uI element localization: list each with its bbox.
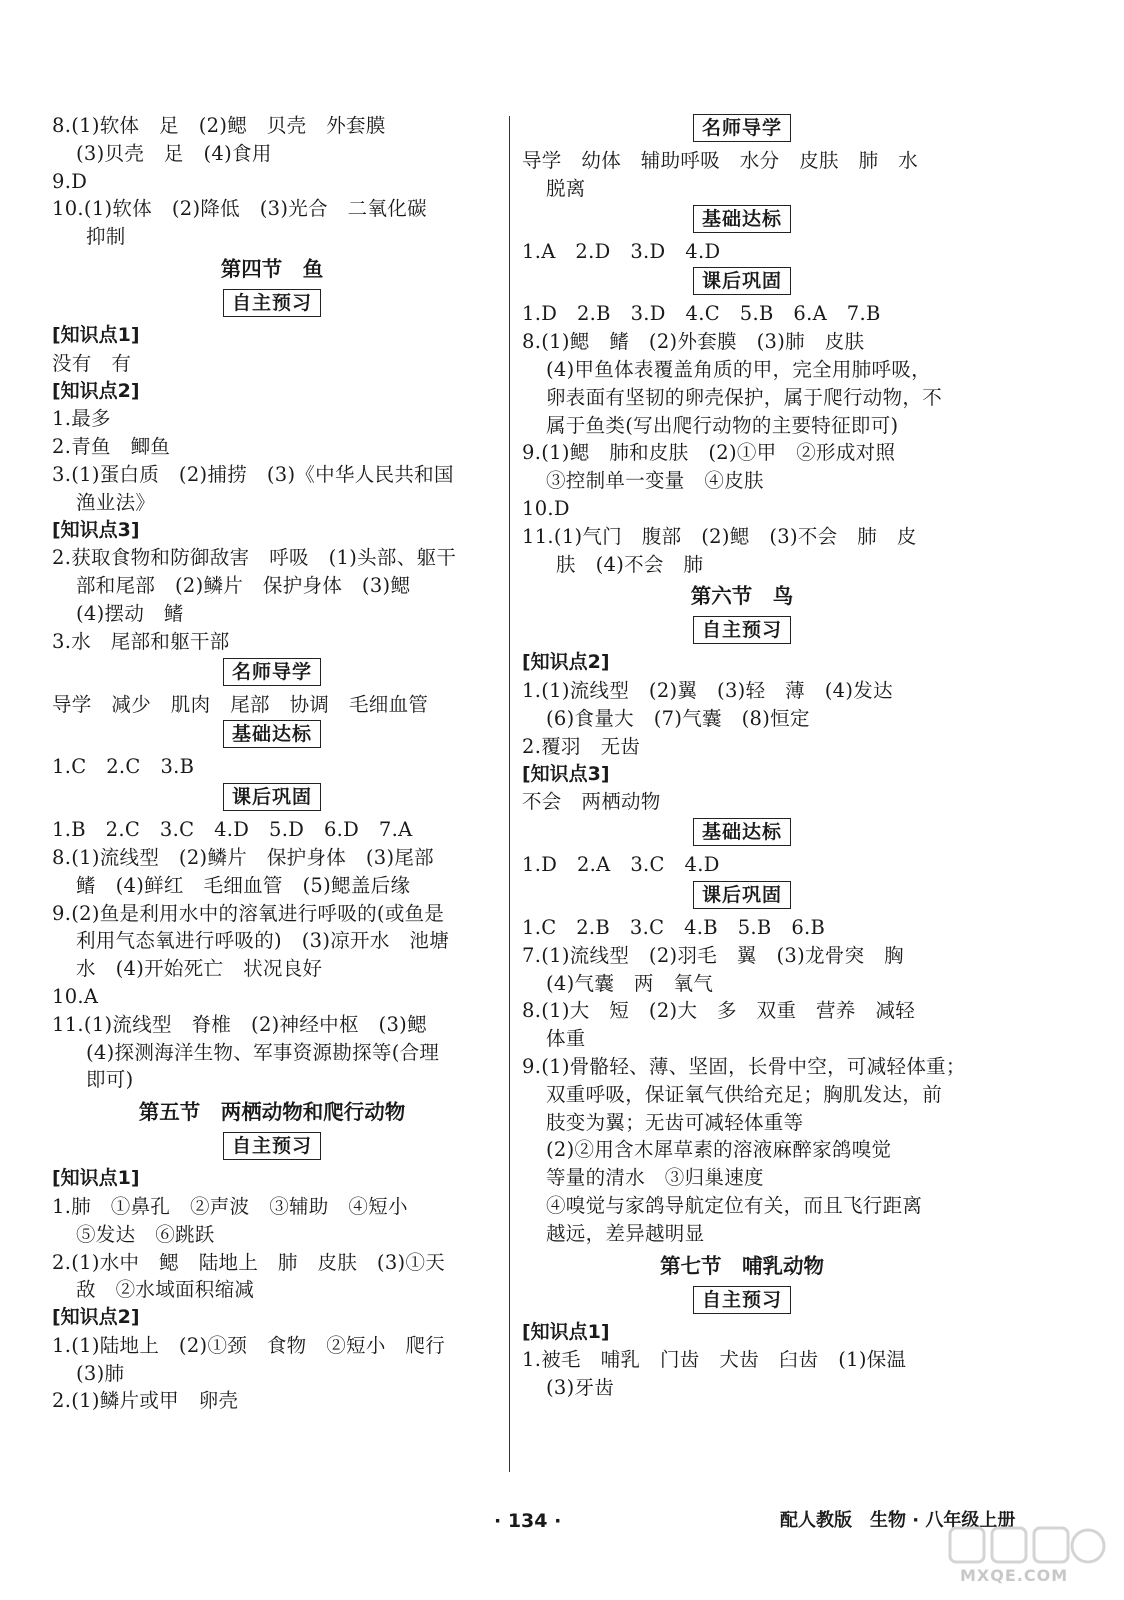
section-tag-row (522, 203, 962, 238)
answer-line: 9.(1)鳃 肺和皮肤 (2)①甲 ②形成对照 (522, 441, 896, 465)
answer-line: 1.C 2.C 3.B (52, 755, 195, 779)
section-tag-row (522, 614, 962, 649)
answer-line: 2.获取食物和防御敌害 呼吸 (1)头部、躯干 (52, 546, 457, 570)
right-column (522, 112, 966, 1402)
answer-line: 鳍 (4)鲜红 毛细血管 (5)鳃盖后缘 (76, 873, 411, 897)
knowledge-point-label: [知识点1] (52, 323, 140, 346)
section-tag: 课后巩固 (693, 881, 791, 909)
answer-line: (3)牙齿 (546, 1376, 615, 1400)
section-tag: 自主预习 (693, 1286, 791, 1314)
answer-line: (3)肺 (76, 1361, 125, 1385)
answer-line: 2.(1)鳞片或甲 卵壳 (52, 1389, 239, 1413)
answer-line: 1.(1)流线型 (2)翼 (3)轻 薄 (4)发达 (522, 679, 893, 703)
answer-line: 敌 ②水域面积缩减 (76, 1278, 255, 1302)
section-tag-row (522, 112, 962, 147)
answer-line: 1.最多 (52, 407, 111, 431)
answer-line: 1.(1)陆地上 (2)①颈 食物 ②短小 爬行 (52, 1333, 446, 1357)
answer-line: 渔业法》 (76, 490, 156, 514)
answer-line: (2)②用含木犀草素的溶液麻醉家鸽嗅觉 (546, 1138, 892, 1162)
answer-line: 双重呼吸，保证氧气供给充足；胸肌发达，前 (546, 1082, 943, 1106)
section-heading: 第六节 鸟 (690, 584, 794, 609)
knowledge-point-label: [知识点1] (522, 1320, 610, 1343)
knowledge-point-label: [知识点2] (522, 651, 610, 674)
section-tag: 自主预习 (223, 1132, 321, 1160)
answer-line: 11.(1)流线型 脊椎 (2)神经中枢 (3)鳃 (52, 1012, 427, 1036)
section-tag: 自主预习 (223, 289, 321, 317)
answer-line: 8.(1)软体 足 (2)鳃 贝壳 外套膜 (52, 114, 386, 137)
section-tag: 自主预习 (693, 616, 791, 644)
answer-line: 3.水 尾部和躯干部 (52, 629, 230, 653)
answer-line: 导学 幼体 辅助呼吸 水分 皮肤 肺 水 (522, 149, 919, 172)
answer-line: ③控制单一变量 ④皮肤 (546, 469, 764, 493)
answer-line: 导学 减少 肌肉 尾部 协调 毛细血管 (52, 692, 429, 716)
answer-line: 8.(1)大 短 (2)大 多 双重 营养 减轻 (522, 999, 916, 1023)
answer-line: 肢变为翼；无齿可减轻体重等 (546, 1110, 804, 1134)
answer-line: (4)摆动 鳍 (76, 601, 184, 625)
answer-line: (6)食量大 (7)气囊 (8)恒定 (546, 706, 810, 730)
answer-line: 即可) (86, 1068, 134, 1092)
footer-edition: 配人教版 生物 · 八年级上册 (780, 1510, 1016, 1531)
answer-line: 水 (4)开始死亡 状况良好 (76, 957, 323, 981)
left-column (52, 112, 492, 1415)
answer-line: 抑制 (86, 225, 126, 249)
answer-line: 2.(1)水中 鳃 陆地上 肺 皮肤 (3)①天 (52, 1250, 446, 1274)
knowledge-point-label: [知识点3] (52, 518, 140, 541)
answer-line: 3.(1)蛋白质 (2)捕捞 (3)《中华人民共和国 (52, 462, 454, 486)
answer-line: 没有 有 (52, 351, 132, 375)
section-tag-row (52, 1130, 492, 1165)
answer-line: 9.(2)鱼是利用水中的溶氧进行呼吸的(或鱼是 (52, 901, 445, 925)
watermark-text: MXQE.COM (960, 1566, 1069, 1585)
knowledge-point-label: [知识点2] (52, 379, 140, 402)
knowledge-point-label: [知识点3] (522, 762, 610, 785)
answer-line: 体重 (546, 1027, 586, 1051)
answer-line: 10.A (52, 984, 99, 1008)
answer-line: 1.D 2.A 3.C 4.D (522, 853, 720, 877)
answer-line: 10.(1)软体 (2)降低 (3)光合 二氧化碳 (52, 197, 427, 221)
answer-line: (4)甲鱼体表覆盖角质的甲，完全用肺呼吸， (546, 357, 931, 381)
answer-line: 卵表面有坚韧的卵壳保护，属于爬行动物，不 (546, 385, 943, 409)
answer-line: ④嗅觉与家鸽导航定位有关，而且飞行距离 (546, 1193, 923, 1217)
section-tag: 基础达标 (693, 818, 791, 846)
section-heading: 第四节 鱼 (220, 256, 324, 281)
section-tag: 名师导学 (693, 114, 791, 142)
answer-line: 1.被毛 哺乳 门齿 犬齿 臼齿 (1)保温 (522, 1348, 907, 1372)
answer-line: 2.青鱼 鲫鱼 (52, 435, 171, 459)
answer-line: 11.(1)气门 腹部 (2)鳃 (3)不会 肺 皮 (522, 524, 917, 548)
answer-line: 7.(1)流线型 (2)羽毛 翼 (3)龙骨突 胸 (522, 943, 904, 967)
knowledge-point-label: [知识点2] (52, 1306, 140, 1329)
answer-line: 越远，差异越明显 (546, 1221, 705, 1245)
answer-line: 10.D (522, 496, 570, 520)
section-tag: 名师导学 (223, 658, 321, 686)
section-tag-row (522, 1284, 962, 1319)
answer-line: 8.(1)鳃 鳍 (2)外套膜 (3)肺 皮肤 (522, 330, 865, 354)
section-tag-row (52, 656, 492, 691)
answer-line: 2.覆羽 无齿 (522, 734, 641, 758)
answer-line: 9.D (52, 169, 88, 193)
answer-line: ⑤发达 ⑥跳跃 (76, 1222, 215, 1246)
answer-line: 1.B 2.C 3.C 4.D 5.D 6.D 7.A (52, 818, 413, 842)
answer-line: 1.C 2.B 3.C 4.B 5.B 6.B (522, 915, 826, 939)
section-tag-row (52, 718, 492, 753)
section-tag: 课后巩固 (223, 783, 321, 811)
page-number: · 134 · (494, 1510, 562, 1532)
section-tag-row (522, 816, 962, 851)
answer-line: (4)探测海洋生物、军事资源勘探等(合理 (86, 1040, 440, 1064)
section-heading: 第五节 两栖动物和爬行动物 (138, 1100, 406, 1125)
answer-line: 属于鱼类(写出爬行动物的主要特征即可) (546, 413, 899, 437)
answer-line: 脱离 (546, 176, 586, 200)
knowledge-point-label: [知识点1] (52, 1167, 140, 1190)
answer-line: 1.肺 ①鼻孔 ②声波 ③辅助 ④短小 (52, 1194, 408, 1218)
answer-line: 8.(1)流线型 (2)鳞片 保护身体 (3)尾部 (52, 845, 434, 869)
answer-line: (4)气囊 两 氧气 (546, 971, 714, 995)
section-tag: 基础达标 (693, 205, 791, 233)
answer-line: 1.A 2.D 3.D 4.D (522, 239, 721, 263)
answer-line: 肤 (4)不会 肺 (556, 552, 704, 576)
answer-line: 利用气态氧进行呼吸的) (3)凉开水 池塘 (76, 929, 450, 953)
answer-line: 等量的清水 ③归巢速度 (546, 1166, 764, 1190)
section-tag-row (522, 879, 962, 914)
section-tag-row (522, 265, 962, 300)
answer-line: 1.D 2.B 3.D 4.C 5.B 6.A 7.B (522, 302, 881, 326)
answer-line: (3)贝壳 足 (4)食用 (76, 141, 272, 165)
answer-line: 9.(1)骨骼轻、薄、坚固，长骨中空，可减轻体重； (522, 1054, 966, 1078)
column-divider (509, 116, 510, 1472)
answer-line: 不会 两栖动物 (522, 790, 661, 814)
section-tag-row (52, 287, 492, 322)
section-heading: 第七节 哺乳动物 (660, 1253, 824, 1278)
section-tag: 基础达标 (223, 720, 321, 748)
section-tag: 课后巩固 (693, 267, 791, 295)
answer-line: 部和尾部 (2)鳞片 保护身体 (3)鳃 (76, 574, 411, 598)
section-tag-row (52, 781, 492, 816)
